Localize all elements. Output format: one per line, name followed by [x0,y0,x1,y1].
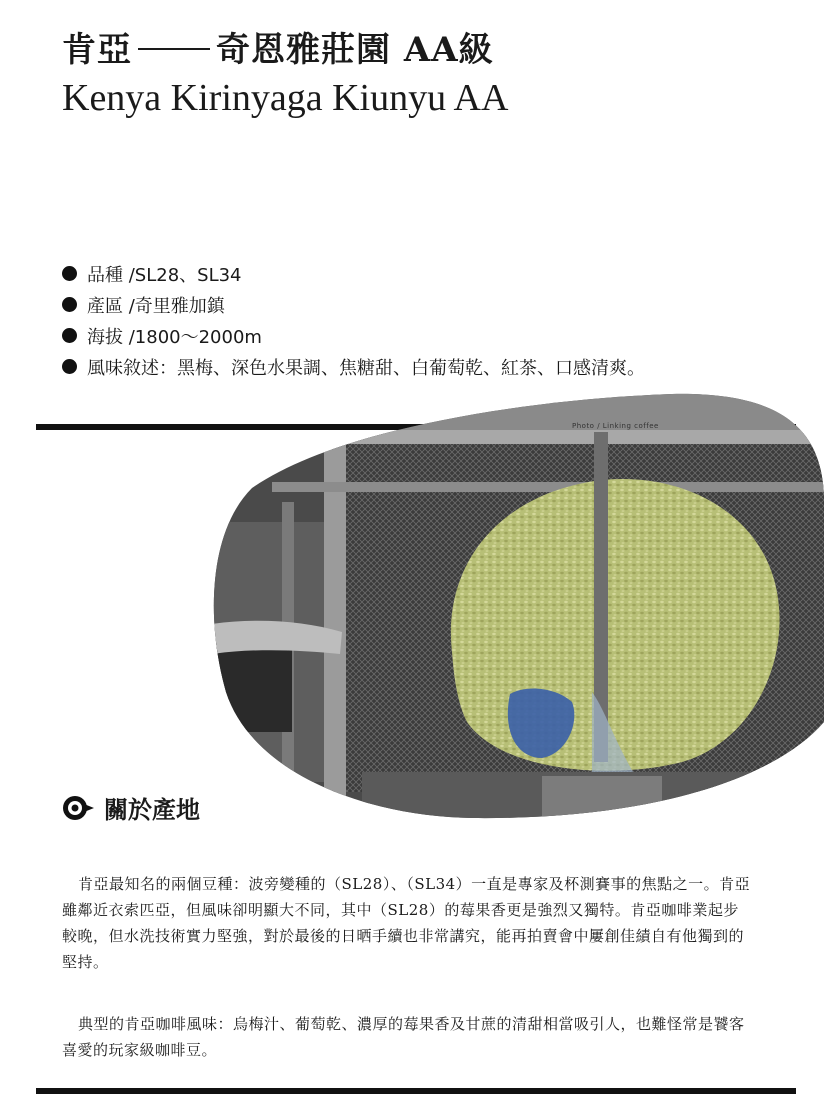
page-title-english: Kenya Kirinyaga Kiunyu AA [62,77,509,119]
spec-list [62,258,645,382]
bullet-icon [62,328,77,343]
body-paragraph-flavor: 典型的肯亞咖啡風味：烏梅汁、葡萄乾、濃厚的莓果香及甘蔗的清甜相當吸引人，也難怪常是饕客喜愛的玩家級咖啡豆。 [62,1015,745,1059]
page-title-chinese [62,22,494,71]
section-header [62,790,200,825]
spec-flavor [62,351,645,382]
spec-value: SL28、SL34 [134,264,242,286]
spec-value: 黑梅、深色水果調、焦糖甜、白葡萄乾、紅茶、口感清爽。 [177,357,645,379]
title-dash [138,48,210,50]
divider-bottom [36,1088,796,1094]
spec-label: 產區 / [87,292,135,318]
spec-region [62,289,645,320]
photo-credit: Photo / Linking coffee [572,422,659,430]
photo-illustration [212,392,824,820]
body-paragraph-origin: 肯亞最知名的兩個豆種：波旁變種的（SL28）、（SL34）一直是專家及杯測賽事的焦點之一。肯亞雖鄰近衣索匹亞，但風味卻明顯大不同，其中（SL28）的莓果香更是強烈又獨特。肯亞咖啡業起步較晚，但水洗技術實力堅強，對於最後的日晒手續也非常講究，能再拍賣會中屢創佳績自有他獨到的堅持。 [62,875,751,971]
bullet-icon [62,359,77,374]
bullet-icon [62,297,77,312]
spec-label: 風味敘述 ： [87,354,177,380]
spec-value: 1800～2000m [134,326,262,348]
section-title: 關於產地 [104,796,200,824]
spec-value: 奇里雅加鎮 [134,295,225,317]
coffee-drying-photo [212,392,824,820]
title-country: 肯亞 [62,30,132,70]
target-arrow-icon [62,794,90,822]
spec-altitude [62,320,645,351]
spec-label: 海拔 / [87,323,135,349]
spec-variety [62,258,645,289]
bullet-icon [62,266,77,281]
title-estate: 奇恩雅莊園 AA級 [216,30,494,70]
spec-label: 品種 / [87,261,135,287]
